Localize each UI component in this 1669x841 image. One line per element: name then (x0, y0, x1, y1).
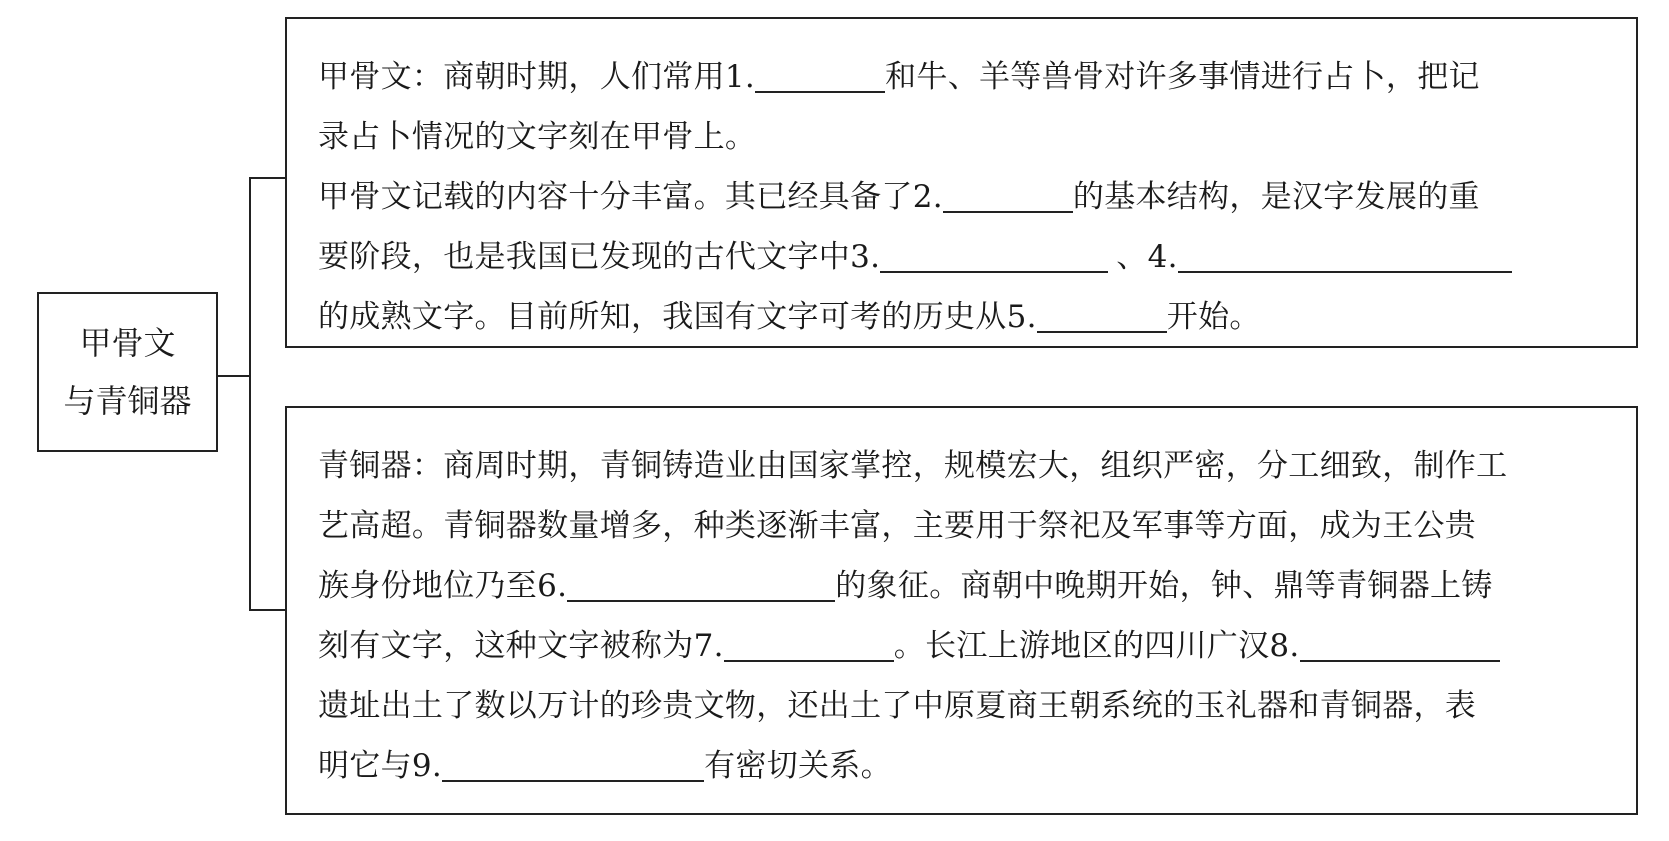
blank-number-6: 6. (537, 568, 568, 604)
text-segment: 和牛、羊等兽骨对许多事情进行占卜，把记 (885, 59, 1480, 95)
blank-number-4: 4. (1147, 239, 1178, 275)
blank-number-9: 9. (411, 748, 443, 784)
text-segment: 明它与 (318, 748, 412, 784)
oracle-bone-script-box (285, 17, 1638, 348)
text-row (318, 436, 1616, 496)
connector-root-horizontal (218, 375, 250, 377)
text-segment: 。长江上游地区的四川广汉 (893, 628, 1270, 664)
text-segment: 遗址出土了数以万计的珍贵文物，还出土了中原夏商王朝系统的玉礼器和青铜器，表 (318, 688, 1477, 724)
text-segment: 的成熟文字。目前所知，我国有文字可考的历史从 (318, 299, 1007, 335)
text-segment: 青铜器：商周时期，青铜铸造业由国家掌控，规模宏大，组织严密，分工细致，制作工 (318, 448, 1508, 484)
bronze-ware-box (285, 406, 1638, 815)
root-node-box (37, 292, 218, 452)
root-node-label-line2: 与青铜器 (63, 382, 192, 420)
text-segment: 开始。 (1166, 299, 1261, 335)
blank-number-2: 2. (912, 179, 943, 215)
text-row (318, 676, 1616, 736)
text-segment: 有密切关系。 (704, 748, 892, 784)
connector-to-bottom-box (249, 609, 285, 611)
text-row (318, 167, 1616, 227)
text-row (318, 107, 1616, 167)
text-segment: 甲骨文：商朝时期，人们常用 (318, 59, 725, 95)
connector-to-top-box (249, 177, 285, 179)
text-segment: 刻有文字，这种文字被称为 (318, 628, 694, 664)
blank-number-8: 8. (1269, 628, 1300, 664)
answer-blank-4[interactable] (1178, 231, 1512, 273)
blank-number-7: 7. (693, 628, 724, 664)
blank-number-1: 1. (724, 59, 756, 95)
text-segment: 甲骨文记载的内容十分丰富。其已经具备了 (318, 179, 913, 215)
answer-blank-5[interactable] (1037, 291, 1167, 333)
root-node-label-line1: 甲骨文 (79, 324, 176, 362)
answer-blank-9[interactable] (442, 740, 704, 782)
text-segment: 的象征。商朝中晚期开始，钟、鼎等青铜器上铸 (835, 568, 1493, 604)
answer-blank-6[interactable] (567, 560, 835, 602)
text-row (318, 287, 1616, 347)
answer-blank-8[interactable] (1300, 620, 1500, 662)
text-row (318, 496, 1616, 556)
text-row (318, 47, 1616, 107)
answer-blank-1[interactable] (755, 51, 885, 93)
text-segment: 的基本结构，是汉字发展的重 (1072, 179, 1480, 215)
blank-number-5: 5. (1006, 299, 1037, 335)
text-row (318, 616, 1616, 676)
text-segment: 艺高超。青铜器数量增多，种类逐渐丰富，主要用于祭祀及军事等方面，成为王公贵 (318, 508, 1477, 544)
text-row (318, 227, 1616, 287)
text-segment: 录占卜情况的文字刻在甲骨上。 (318, 119, 757, 155)
connector-vertical (249, 177, 251, 611)
answer-blank-7[interactable] (724, 620, 894, 662)
answer-blank-2[interactable] (943, 171, 1073, 213)
blank-number-3: 3. (850, 239, 881, 275)
text-segment: 族身份地位乃至 (318, 568, 538, 604)
text-row (318, 556, 1616, 616)
bronze-ware-content (318, 436, 1616, 796)
text-row (318, 736, 1616, 796)
oracle-bone-script-content (318, 47, 1616, 347)
text-segment: 要阶段，也是我国已发现的古代文字中 (318, 239, 851, 275)
answer-blank-3[interactable] (880, 231, 1108, 273)
separator: 、 (1116, 239, 1148, 275)
